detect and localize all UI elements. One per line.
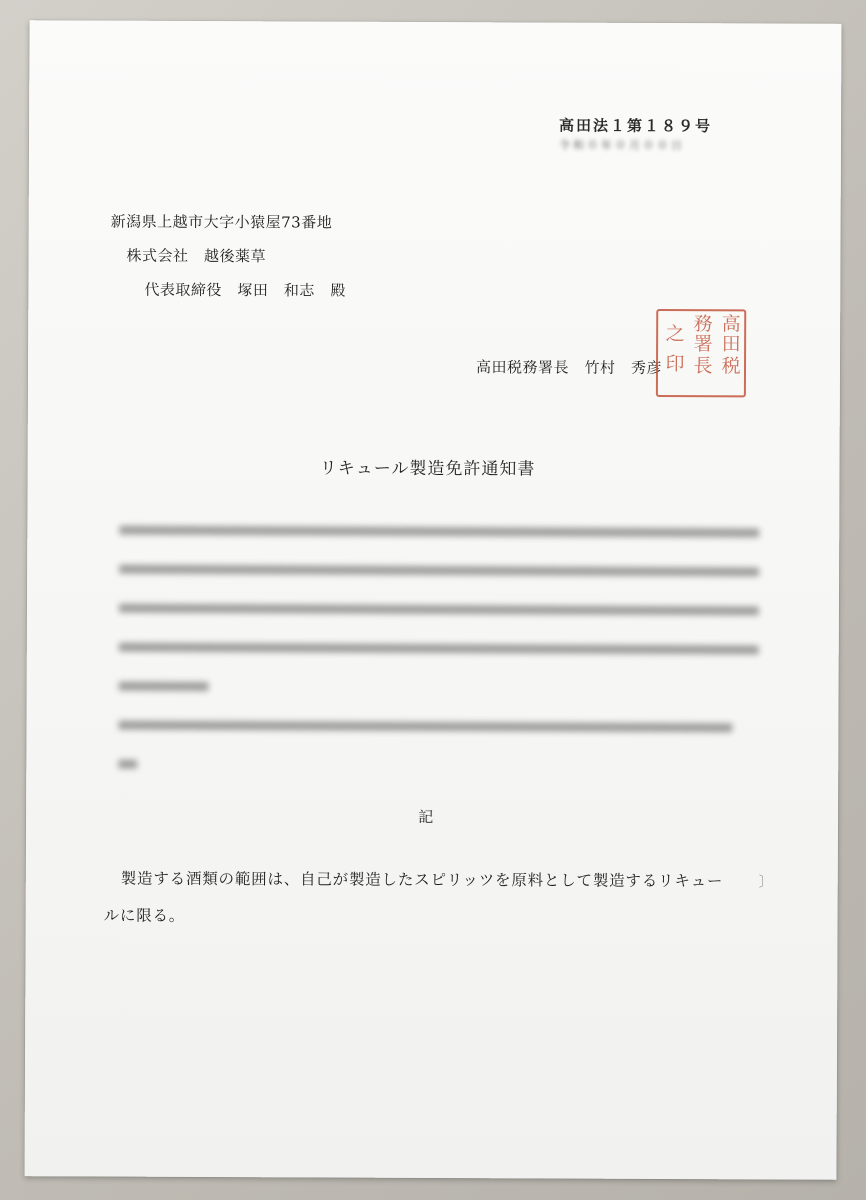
seal-glyph: 印 <box>665 353 685 376</box>
seal-glyph: 務 <box>693 313 713 336</box>
addressee-address: 新潟県上越市大字小猿屋73番地 <box>110 212 333 232</box>
issuer-name: 高田税務署長 竹村 秀彦 <box>475 358 663 377</box>
seal-glyph: 田 <box>721 333 741 356</box>
body-line: 製造する酒類の範囲は、自己が製造したスピリッツを原料として製造するリキュー <box>120 869 724 891</box>
redacted-line <box>119 604 759 616</box>
document-date-redacted: 令和０年０月００日 <box>558 138 686 153</box>
seal-glyph: 税 <box>721 355 741 378</box>
document-title: リキュール製造免許通知書 <box>319 458 536 480</box>
seal-glyph: 高 <box>721 313 741 336</box>
redacted-line <box>119 565 759 577</box>
seal-glyph: 之 <box>665 323 685 346</box>
seal-glyph: 署 <box>693 333 713 356</box>
seal-glyph: 長 <box>693 355 713 378</box>
redacted-line <box>118 760 137 769</box>
addressee-company: 株式会社 越後薬草 <box>126 246 267 266</box>
document-number: 高田法１第１８９号 <box>559 116 713 136</box>
addressee-representative: 代表取締役 塚田 和志 殿 <box>144 280 346 300</box>
redacted-line <box>119 682 209 691</box>
document-paper <box>24 20 841 1180</box>
body-line: ルに限る。 <box>103 906 186 925</box>
ki-heading: 記 <box>418 807 434 827</box>
pencil-mark: 〕 <box>758 874 773 891</box>
redacted-line <box>119 643 759 655</box>
official-seal <box>656 309 746 397</box>
redacted-body-text <box>118 526 759 802</box>
redacted-line <box>119 526 759 538</box>
redacted-line <box>118 721 732 733</box>
